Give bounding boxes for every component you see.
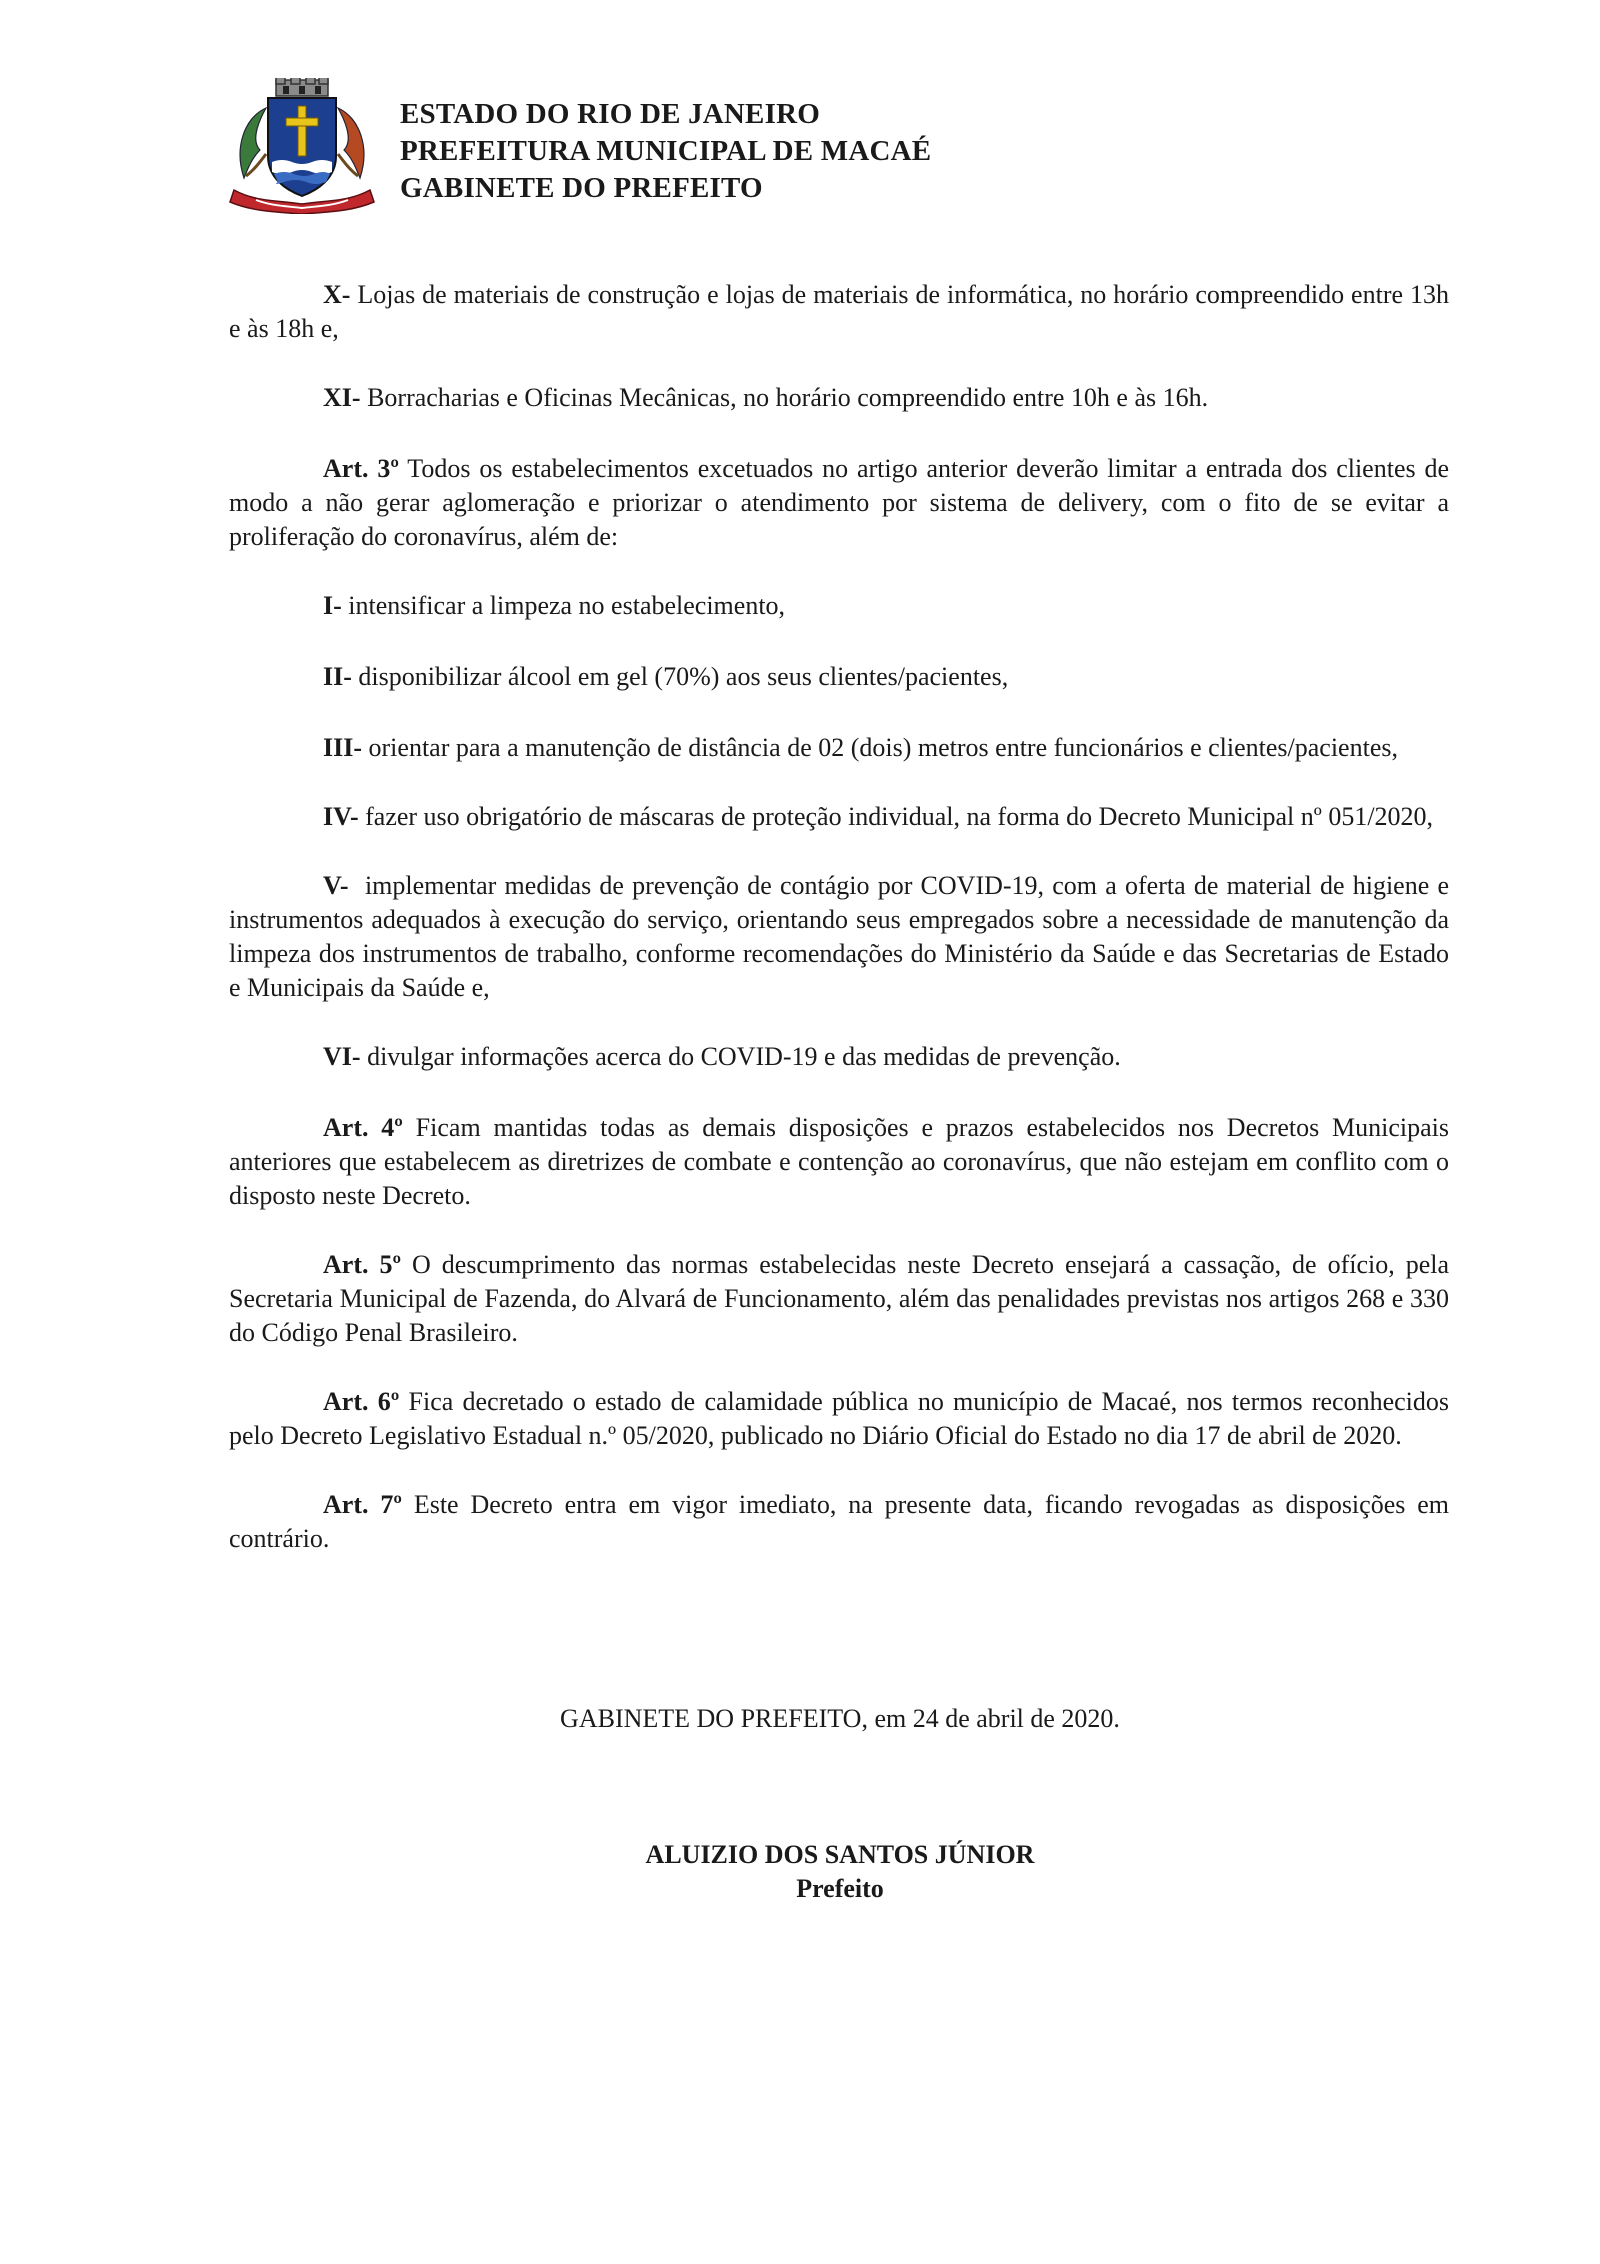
signatory-title: Prefeito (796, 1874, 884, 1903)
item-xi: XI- Borracharias e Oficinas Mecânicas, no horário compreendido entre 10h e às 16h. (323, 383, 1209, 412)
item-x: X- Lojas de materiais de construção e lojas de materiais de informática, no horário compreendido entre 13h e às 18h e, (229, 280, 1449, 343)
closing-date-line: GABINETE DO PREFEITO, em 24 de abril de 2020. (560, 1704, 1120, 1733)
letterhead (400, 96, 931, 207)
article-5: Art. 5º O descumprimento das normas estabelecidas neste Decreto ensejará a cassação, de ofício, pela Secretaria Municipal de Fazenda, do Alvará de Funcionamento, além das penalidades previstas nos artigos 268 e 330 do Código Penal Brasileiro. (229, 1250, 1449, 1347)
signatory-name: ALUIZIO DOS SANTOS JÚNIOR (645, 1840, 1035, 1869)
article-3: Art. 3º Todos os estabelecimentos excetuados no artigo anterior deverão limitar a entrada dos clientes de modo a não gerar aglomeração e priorizar o atendimento por sistema de delivery, com o fito de se evitar a proliferação do coronavírus, além de: (229, 454, 1450, 551)
article-6: Art. 6º Fica decretado o estado de calamidade pública no município de Macaé, nos termos reconhecidos pelo Decreto Legislativo Estadual n.º 05/2020, publicado no Diário Oficial do Estado no dia 17 de abril de 2020. (229, 1387, 1449, 1450)
decree-body (229, 278, 1456, 1591)
item-vi: VI- divulgar informações acerca do COVID-19 e das medidas de prevenção. (323, 1042, 1121, 1071)
item-ii: II- disponibilizar álcool em gel (70%) aos seus clientes/pacientes, (323, 662, 1009, 691)
item-iv: IV- fazer uso obrigatório de máscaras de proteção individual, na forma do Decreto Municipal nº 051/2020, (323, 802, 1434, 831)
item-iii: III- orientar para a manutenção de distância de 02 (dois) metros entre funcionários e clientes/pacientes, (323, 733, 1398, 762)
item-i: I- intensificar a limpeza no estabelecimento, (323, 591, 786, 620)
article-7: Art. 7º Este Decreto entra em vigor imediato, na presente data, ficando revogadas as disposições em contrário. (229, 1490, 1449, 1553)
letterhead-state: ESTADO DO RIO DE JANEIRO (400, 98, 820, 130)
letterhead-prefecture: PREFEITURA MUNICIPAL DE MACAÉ (400, 135, 932, 167)
letterhead-office: GABINETE DO PREFEITO (400, 172, 763, 204)
item-v: V- implementar medidas de prevenção de contágio por COVID-19, com a oferta de material de higiene e instrumentos adequados à execução do serviço, orientando seus empregados sobre a necessidade de manutenção da limpeza dos instrumentos de trabalho, conforme recomendações do Ministério da Saúde e das Secretarias de Estado e Municipais da Saúde e, (229, 871, 1456, 1002)
article-4: Art. 4º Ficam mantidas todas as demais disposições e prazos estabelecidos nos Decretos Municipais anteriores que estabelecem as diretrizes de combate e contenção ao coronavírus, que não estejam em conflito com o disposto neste Decreto. (229, 1113, 1449, 1210)
municipal-coat-of-arms-icon (226, 78, 378, 214)
